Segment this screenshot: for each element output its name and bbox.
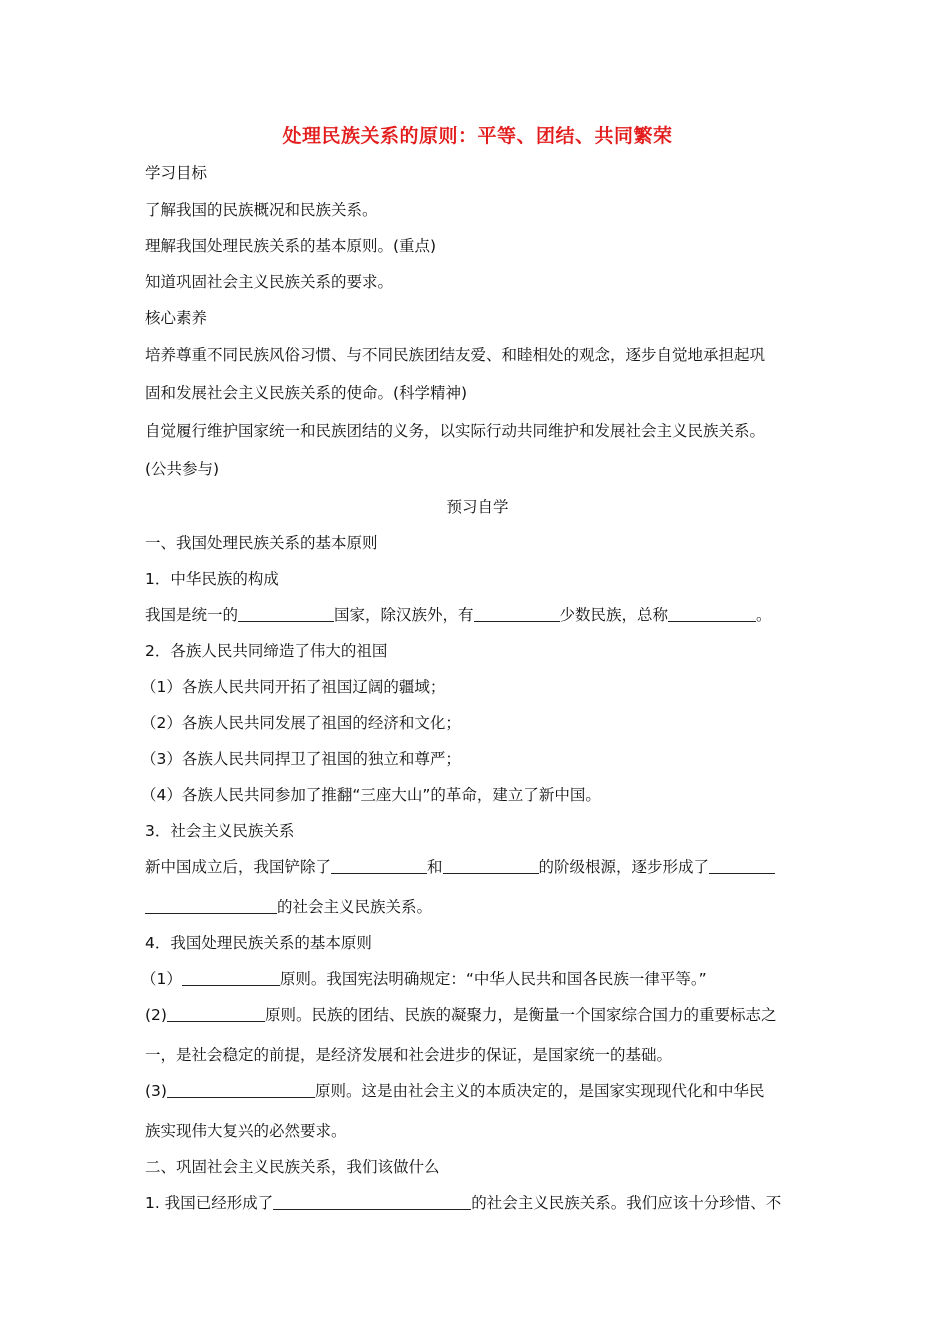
core-text: 自觉履行维护国家统一和民族团结的义务，以实际行动共同维护和发展社会主义民族关系。: [145, 422, 766, 440]
list-item: （3）各族人民共同捍卫了祖国的独立和尊严；: [141, 750, 461, 768]
section-heading: 一、我国处理民族关系的基本原则: [145, 534, 378, 552]
goal-item: 知道巩固社会主义民族关系的要求。: [145, 273, 394, 291]
paragraph-line: 一，是社会稳定的前提，是经济发展和社会进步的保证，是国家统一的基础。: [145, 1046, 673, 1064]
answer-blank[interactable]: [709, 859, 775, 874]
page-title: 处理民族关系的原则：平等、团结、共同繁荣: [282, 125, 673, 147]
core-text: (公共参与): [145, 460, 220, 478]
answer-blank[interactable]: [238, 607, 334, 622]
fill-in-line: [141, 969, 707, 989]
fill-text: 。: [756, 606, 772, 624]
goal-item: 理解我国处理民族关系的基本原则。(重点): [145, 237, 437, 255]
fill-in-line: [145, 1081, 764, 1101]
answer-blank[interactable]: [331, 859, 427, 874]
fill-text: (3): [145, 1082, 167, 1100]
fill-text: 原则。我国宪法明确规定：“中华人民共和国各民族一律平等。”: [279, 970, 707, 988]
subsection-heading: 1．中华民族的构成: [145, 570, 279, 588]
goals-heading: 学习目标: [145, 164, 208, 182]
fill-text: 的阶级根源，逐步形成了: [538, 858, 710, 876]
answer-blank[interactable]: [273, 1195, 471, 1210]
preview-heading: 预习自学: [446, 498, 509, 516]
fill-in-line: [145, 897, 432, 917]
list-item: （4）各族人民共同参加了推翻“三座大山”的革命，建立了新中国。: [141, 786, 601, 804]
fill-text: 原则。这是由社会主义的本质决定的，是国家实现现代化和中华民: [314, 1082, 765, 1100]
answer-blank[interactable]: [145, 899, 277, 914]
subsection-heading: 3．社会主义民族关系: [145, 822, 295, 840]
fill-in-line: [145, 1193, 781, 1213]
core-text: 培养尊重不同民族风俗习惯、与不同民族团结友爱、和睦相处的观念，逐步自觉地承担起巩: [145, 346, 766, 364]
answer-blank[interactable]: [167, 1007, 265, 1022]
core-text: 固和发展社会主义民族关系的使命。(科学精神): [145, 384, 468, 402]
section-heading: 二、巩固社会主义民族关系，我们该做什么: [145, 1158, 440, 1176]
fill-text: 和: [427, 858, 443, 876]
fill-text: 我国是统一的: [145, 606, 239, 624]
fill-text: 新中国成立后，我国铲除了: [145, 858, 332, 876]
fill-in-line: [145, 857, 775, 877]
answer-blank[interactable]: [443, 859, 539, 874]
fill-text: 原则。民族的团结、民族的凝聚力，是衡量一个国家综合国力的重要标志之: [264, 1006, 777, 1024]
list-item: （1）各族人民共同开拓了祖国辽阔的疆域；: [141, 678, 446, 696]
answer-blank[interactable]: [668, 607, 756, 622]
fill-text: 的社会主义民族关系。我们应该十分珍惜、不: [471, 1194, 782, 1212]
subsection-heading: 2．各族人民共同缔造了伟大的祖国: [145, 642, 388, 660]
fill-text: 国家，除汉族外，有: [334, 606, 474, 624]
fill-text: 少数民族，总称: [559, 606, 669, 624]
core-heading: 核心素养: [145, 309, 208, 327]
fill-in-line: [145, 605, 772, 625]
answer-blank[interactable]: [182, 971, 280, 986]
fill-in-line: [145, 1005, 776, 1025]
subsection-heading: 4．我国处理民族关系的基本原则: [145, 934, 372, 952]
answer-blank[interactable]: [474, 607, 560, 622]
paragraph-line: 族实现伟大复兴的必然要求。: [145, 1122, 347, 1140]
list-item: （2）各族人民共同发展了祖国的经济和文化；: [141, 714, 461, 732]
fill-text: 1. 我国已经形成了: [145, 1194, 274, 1212]
fill-text: (2): [145, 1006, 167, 1024]
fill-text: （1）: [141, 970, 182, 988]
answer-blank[interactable]: [167, 1083, 315, 1098]
goal-item: 了解我国的民族概况和民族关系。: [145, 201, 378, 219]
fill-text: 的社会主义民族关系。: [277, 898, 433, 916]
